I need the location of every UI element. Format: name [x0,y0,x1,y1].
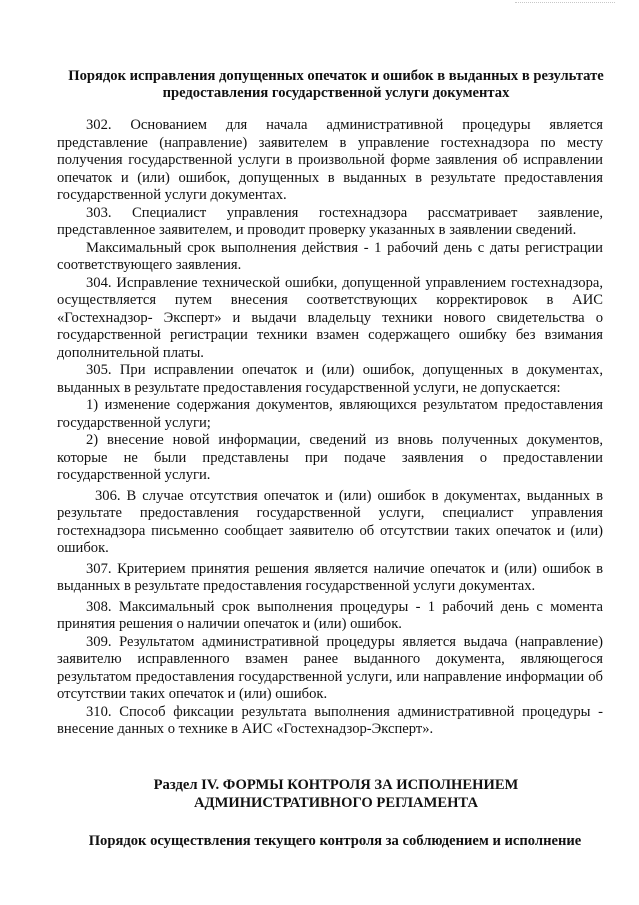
paragraph-302: 302. Основанием для начала административной процедуры является представление (направление) заявителем в управление гостехнадзора по месту получения государственной услуги в произвольной форме заявления об исправлении опечаток и (или) ошибок, допущенных в выданных в результате предоставления государственной услуги документах. [57,117,603,203]
paragraph-309: 309. Результатом административной процедуры является выдача (направление) заявителю исправленного взамен ранее выданного документа, являющегося результатом предоставления государственной услуги, или направление информации об отсутствии таких опечаток и (или) ошибок. [57,633,603,702]
paragraph-307: 307. Критерием принятия решения является наличие опечаток и (или) ошибок в выданных в результате предоставления государственной услуги документах. [57,560,603,594]
document-body [57,117,603,739]
list-item-1: 1) изменение содержания документов, являющихся результатом предоставления государственной услуги; [57,397,603,431]
paragraph-310: 310. Способ фиксации результата выполнения административной процедуры - внесение данных о технике в АИС «Гостехнадзор-Эксперт». [57,703,603,737]
paragraph-308: 308. Максимальный срок выполнения процедуры - 1 рабочий день с момента принятия решения о наличии опечаток и (или) ошибок. [57,598,603,632]
scan-artifact [515,2,615,6]
paragraph-306: 306. В случае отсутствия опечаток и (или) ошибок в документах, выданных в результате предоставления государственной услуги, специалист управления гостехнадзора письменно сообщает заявителю об отсутствии таких опечаток и (или) ошибок. [57,487,603,556]
subsection-heading: Порядок исправления допущенных опечаток и ошибок в выданных в результате предоставления государственной услуги документах [68,68,604,101]
section-heading-line-1: Раздел IV. ФОРМЫ КОНТРОЛЯ ЗА ИСПОЛНЕНИЕМ [153,777,519,793]
paragraph-303-deadline: Максимальный срок выполнения действия - 1 рабочий день с даты регистрации соответствующего заявления. [57,239,603,273]
paragraph-304: 304. Исправление технической ошибки, допущенной управлением гостехнадзора, осуществляется путем внесения соответствующих корректировок в АИС «Гостехнадзор- Эксперт» и выдачи владельцу техники нового свидетельства о государственной регистрации техники взамен содержащего ошибку без взимания дополнительной платы. [57,274,603,361]
section-heading-line-2: АДМИНИСТРАТИВНОГО РЕГЛАМЕНТА [194,795,478,811]
list-item-2: 2) внесение новой информации, сведений из вновь полученных документов, которые не были представлены при подаче заявления о предоставлении государственной услуги. [57,432,603,483]
paragraph-305: 305. При исправлении опечаток и (или) ошибок, допущенных в документах, выданных в результате предоставления государственной услуги, не допускается: [57,362,603,396]
paragraph-303: 303. Специалист управления гостехнадзора рассматривает заявление, представленное заявителем, и проводит проверку указанных в заявлении сведений. [57,204,603,238]
subsection-heading-2: Порядок осуществления текущего контроля за соблюдением и исполнение [88,833,582,849]
